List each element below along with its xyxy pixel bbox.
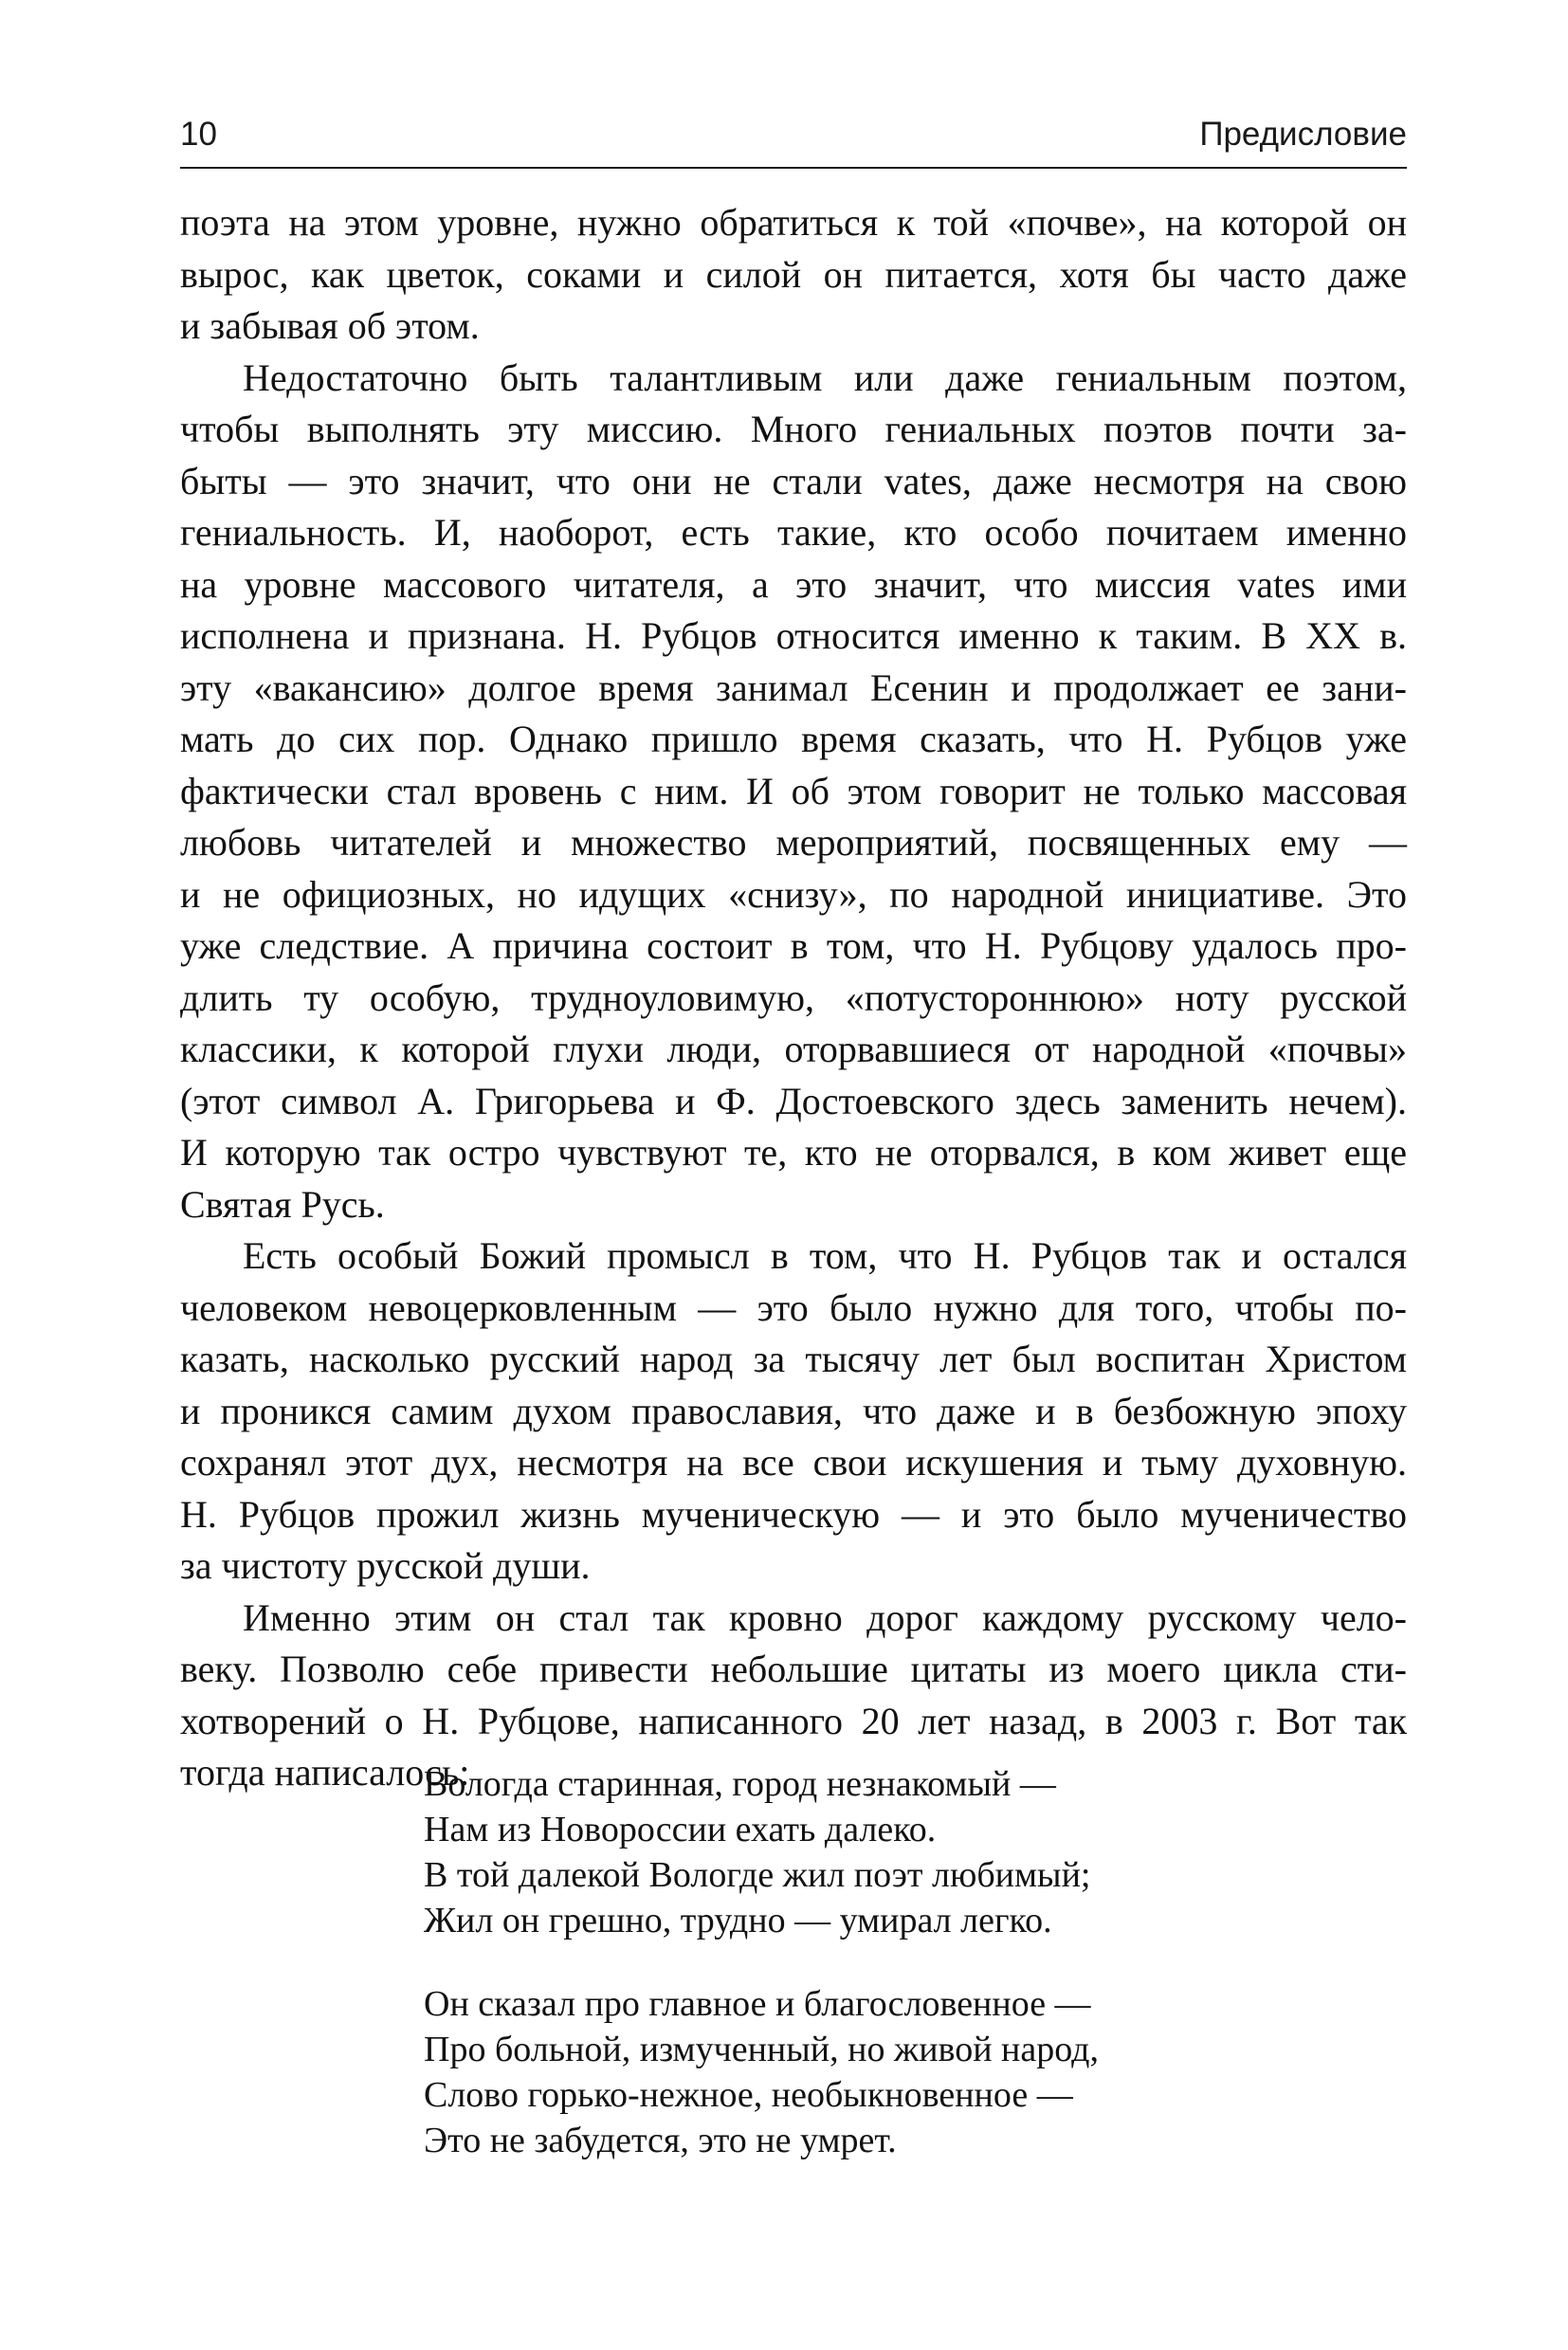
- text-line: любовь читателей и множество мероприятий, посвященных ему —: [180, 821, 1407, 864]
- text-line: и проникся самим духом православия, что даже и в безбожную эпоху: [180, 1389, 1407, 1432]
- text-line: чтобы выполнять эту миссию. Много гениальных поэтов почти за-: [180, 408, 1407, 450]
- paragraph-3: [180, 1230, 1407, 1593]
- text-line: хотворений о Н. Рубцове, написанного 20 лет назад, в 2003 г. Вот так: [180, 1699, 1407, 1742]
- poem-verse: В той далекой Вологде жил поэт любимый;: [424, 1855, 1091, 1895]
- text-line: (этот символ А. Григорьева и Ф. Достоевского здесь заменить нечем).: [180, 1079, 1407, 1122]
- text-line: эту «вакансию» долгое время занимал Есенин и продолжает ее зани-: [180, 665, 1407, 709]
- text-line: быты — это значит, что они не стали vates, даже несмотря на свою: [180, 459, 1407, 502]
- text-line: классики, к которой глухи люди, оторвавшиеся от народной «почвы»: [180, 1028, 1407, 1070]
- poem-verse: Про больной, измученный, но живой народ,: [424, 2030, 1099, 2069]
- text-line: И которую так остро чувствуют те, кто не оторвался, в ком живет еще: [180, 1131, 1407, 1174]
- text-line: на уровне массового читателя, а это значит, что миссия vates ими: [180, 562, 1407, 606]
- text-line: гениальность. И, наоборот, есть такие, кто особо почитаем именно: [180, 511, 1407, 554]
- running-header: [180, 112, 1407, 169]
- poem-stanza-2: [424, 1981, 1099, 2163]
- text-line: Святая Русь.: [180, 1182, 385, 1226]
- text-line: Есть особый Божий промысл в том, что Н. Рубцов так и остался: [243, 1234, 1407, 1277]
- paragraph-2: [180, 353, 1407, 1231]
- text-line: и не официозных, но идущих «снизу», по народной инициативе. Это: [180, 872, 1407, 916]
- text-line: исполнена и признана. Н. Рубцов относится именно к таким. В XX в.: [180, 614, 1407, 657]
- text-line: длить ту особую, трудноуловимую, «потустороннюю» ноту русской: [180, 975, 1407, 1019]
- text-line: казать, насколько русский народ за тысячу лет был воспитан Христом: [180, 1338, 1407, 1380]
- page-number: 10: [180, 116, 217, 153]
- text-line: Именно этим он стал так кровно дорог каждому русскому чело-: [243, 1595, 1407, 1639]
- poem-quote: [424, 1761, 1099, 2163]
- poem-verse: Жил он грешно, трудно — умирал легко.: [424, 1901, 1052, 1940]
- text-line: мать до сих пор. Однако пришло время сказать, что Н. Рубцов уже: [180, 718, 1407, 760]
- text-line: фактически стал вровень с ним. И об этом говорит не только массовая: [180, 769, 1407, 812]
- poem-verse: Вологда старинная, город незнакомый —: [424, 1764, 1056, 1804]
- text-line: сохранял этот дух, несмотря на все свои искушения и тьму духовную.: [180, 1441, 1407, 1484]
- poem-verse: Слово горько-нежное, необыкновенное —: [424, 2075, 1073, 2115]
- text-line: тогда написалось:: [180, 1751, 470, 1794]
- text-line: вырос, как цветок, соками и силой он питается, хотя бы часто даже: [180, 252, 1407, 296]
- text-line: человеком невоцерковленным — это было нужно для того, чтобы по-: [180, 1285, 1407, 1329]
- poem-verse: Это не забудется, это не умрет.: [424, 2121, 897, 2160]
- text-line: уже следствие. А причина состоит в том, что Н. Рубцову удалось про-: [180, 924, 1407, 967]
- poem-stanza-1: [424, 1761, 1099, 1943]
- text-line: и забывая об этом.: [180, 304, 480, 347]
- text-line: поэта на этом уровне, нужно обратиться к той «почве», на которой он: [180, 201, 1407, 244]
- poem-verse: Нам из Новороссии ехать далеко.: [424, 1810, 937, 1849]
- text-line: Недостаточно быть талантливым или даже гениальным поэтом,: [243, 355, 1407, 399]
- section-title: Предисловие: [1199, 116, 1407, 153]
- book-page: [180, 0, 1407, 2350]
- paragraph-1: [180, 197, 1407, 353]
- text-line: веку. Позволю себе привести небольшие цитаты из моего цикла сти-: [180, 1648, 1407, 1690]
- text-line: за чистоту русской души.: [180, 1544, 591, 1587]
- poem-verse: Он сказал про главное и благословенное —: [424, 1984, 1091, 2024]
- body-text: [180, 197, 1407, 1799]
- text-line: Н. Рубцов прожил жизнь мученическую — и это было мученичество: [180, 1492, 1407, 1536]
